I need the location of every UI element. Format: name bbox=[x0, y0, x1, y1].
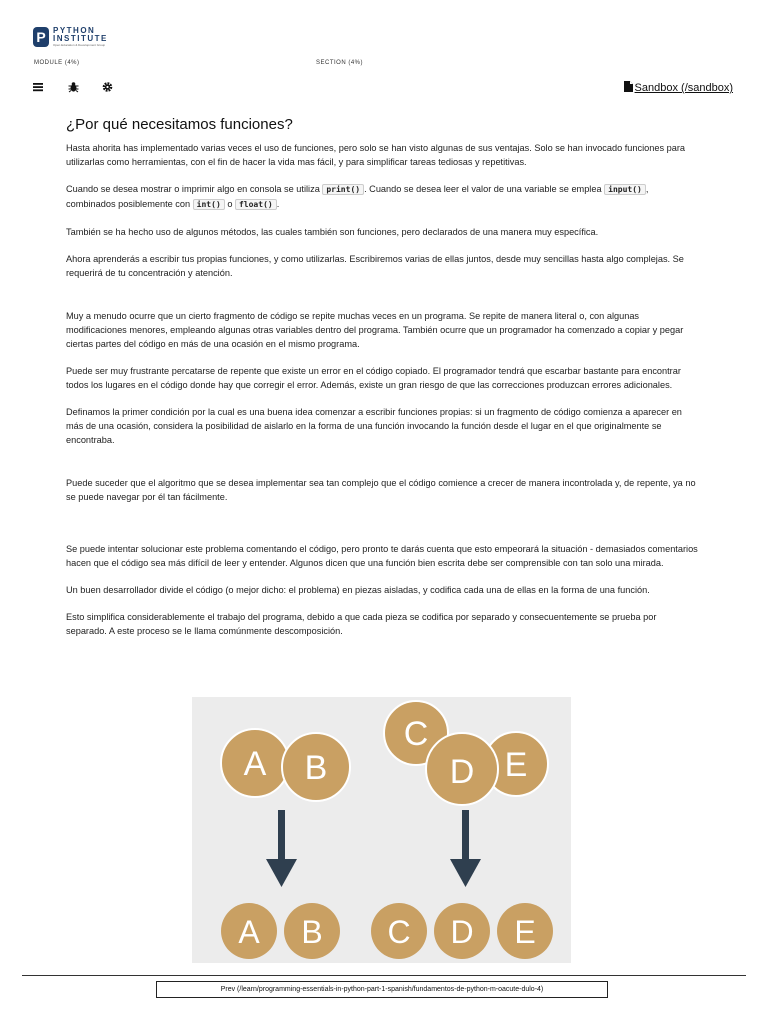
paragraph-11: Esto simplifica considerablemente el trabajo del programa, debido a que cada pieza se codifica por separado y consecuentemente se prueba por separado. A este proceso se le llama comúnmente descomposición. bbox=[66, 612, 657, 636]
label-e-top: E bbox=[504, 746, 528, 784]
paragraph-4: Ahora aprenderás a escribir tus propias funciones, y como utilizarlas. Escribiremos varias de ellas juntos, desde muy sencillas hasta algo complejas. Se requerirá de tu concentración y atención. bbox=[66, 254, 684, 278]
paragraph-5: Muy a menudo ocurre que un cierto fragmento de código se repite muchas veces en un programa. Se repite de manera literal o, con algunas modificaciones menores, empleando algunas otras variables dentro del programa. También ocurre que un programador ha comenzado a copiar y pegar ciertas partes del código en más de una ocasión en el mismo programa. bbox=[66, 311, 684, 349]
gear-icon[interactable] bbox=[102, 81, 116, 95]
prev-page-link[interactable]: Prev (/learn/programming-essentials-in-python-part-1-spanish/fundamentos-de-python-m-oacute-dulo-4) bbox=[156, 981, 608, 998]
label-b-top: B bbox=[304, 749, 328, 787]
label-d-top: D bbox=[449, 753, 475, 791]
decomposition-diagram bbox=[192, 697, 571, 963]
paragraph-2 bbox=[66, 182, 698, 212]
sandbox-link-label: Sandbox (/sandbox) bbox=[634, 82, 733, 94]
bug-icon[interactable] bbox=[68, 81, 82, 95]
paragraph-6: Puede ser muy frustrante percatarse de repente que existe un error en el código copiado. El programador tendrá que escarbar bastante para encontrar todos los lugares en el código donde hay que corregir el error. Además, existe un gran riesgo de que las correcciones produzcan errores adicionales. bbox=[66, 366, 681, 390]
code-int: int() bbox=[193, 199, 225, 210]
code-float: float() bbox=[235, 199, 277, 210]
paragraph-7: Definamos la primer condición por la cual es una buena idea comenzar a escribir funciones propias: si un fragmento de código comienza a aparecer en más de una ocasión, considera la posibilidad de aislarlo en la forma de una función invocando la función desde el lugar en el que originalmente se encontraba. bbox=[66, 407, 682, 445]
logo-tagline: Open Education & Development Group bbox=[53, 43, 106, 47]
paragraph-3: También se ha hecho uso de algunos métodos, las cuales también son funciones, pero declarados de una manera muy específica. bbox=[66, 227, 599, 237]
logo-text bbox=[53, 27, 108, 47]
python-institute-logo-mark: P bbox=[33, 27, 49, 47]
p2-text-5: . bbox=[276, 199, 280, 209]
file-icon bbox=[624, 81, 633, 95]
label-b-bottom: B bbox=[301, 914, 323, 950]
label-c-bottom: C bbox=[387, 914, 411, 950]
code-input: input() bbox=[604, 184, 646, 195]
sandbox-link[interactable] bbox=[624, 81, 733, 95]
p2-text-2: . Cuando se desea leer el valor de una variable se emplea bbox=[364, 184, 605, 194]
menu-icon[interactable] bbox=[33, 81, 47, 95]
bottom-pieces bbox=[221, 903, 553, 959]
section-progress: SECTION (4%) bbox=[316, 60, 364, 66]
paragraph-9: Se puede intentar solucionar este problema comentando el código, pero pronto te darás cuenta que esto empeorará la situación - demasiados comentarios hacen que el código sea más difícil de leer y entender. Algunos dicen que una función bien escrita debe ser comprensible con tan solo una mirada. bbox=[66, 544, 698, 568]
paragraph-8: Puede suceder que el algoritmo que se desea implementar sea tan complejo que el código comience a crecer de manera incontrolada y, de repente, ya no se puede navegar por él tan fácilmente. bbox=[66, 478, 696, 502]
footer-divider bbox=[22, 975, 746, 976]
paragraph-1: Hasta ahorita has implementado varias veces el uso de funciones, pero solo se han visto algunas de sus ventajas. Solo se han invocado funciones para utilizarlas como herramientas, con el fin de hacer la vida mas fácil, y para simplificar tareas tediosas y repetitivas. bbox=[66, 143, 686, 167]
logo-line2: INSTITUTE bbox=[53, 34, 108, 43]
lesson-content bbox=[66, 116, 698, 638]
label-a-bottom: A bbox=[238, 914, 260, 950]
logo-line1: PYTHON bbox=[53, 26, 96, 35]
p2-text-1: Cuando se desea mostrar o imprimir algo en consola se utiliza bbox=[66, 184, 323, 194]
top-left-group bbox=[221, 729, 350, 801]
label-e-bottom: E bbox=[514, 914, 536, 950]
python-institute-logo[interactable] bbox=[33, 27, 108, 47]
code-print: print() bbox=[322, 184, 364, 195]
module-progress: MODULE (4%) bbox=[34, 60, 80, 66]
arrow-left bbox=[266, 810, 297, 887]
arrow-right bbox=[450, 810, 481, 887]
p2-text-4: o bbox=[224, 199, 235, 209]
label-c-top: C bbox=[403, 715, 429, 753]
page-title: ¿Por qué necesitamos funciones? bbox=[66, 116, 293, 133]
p2-text-3: , combinados posiblemente con bbox=[66, 184, 649, 209]
label-d-bottom: D bbox=[450, 914, 474, 950]
label-a-top: A bbox=[243, 745, 267, 783]
paragraph-10: Un buen desarrollador divide el código (o mejor dicho: el problema) en piezas aisladas, y codifica cada una de ellas en la forma de una función. bbox=[66, 585, 650, 595]
top-right-group bbox=[384, 701, 548, 805]
